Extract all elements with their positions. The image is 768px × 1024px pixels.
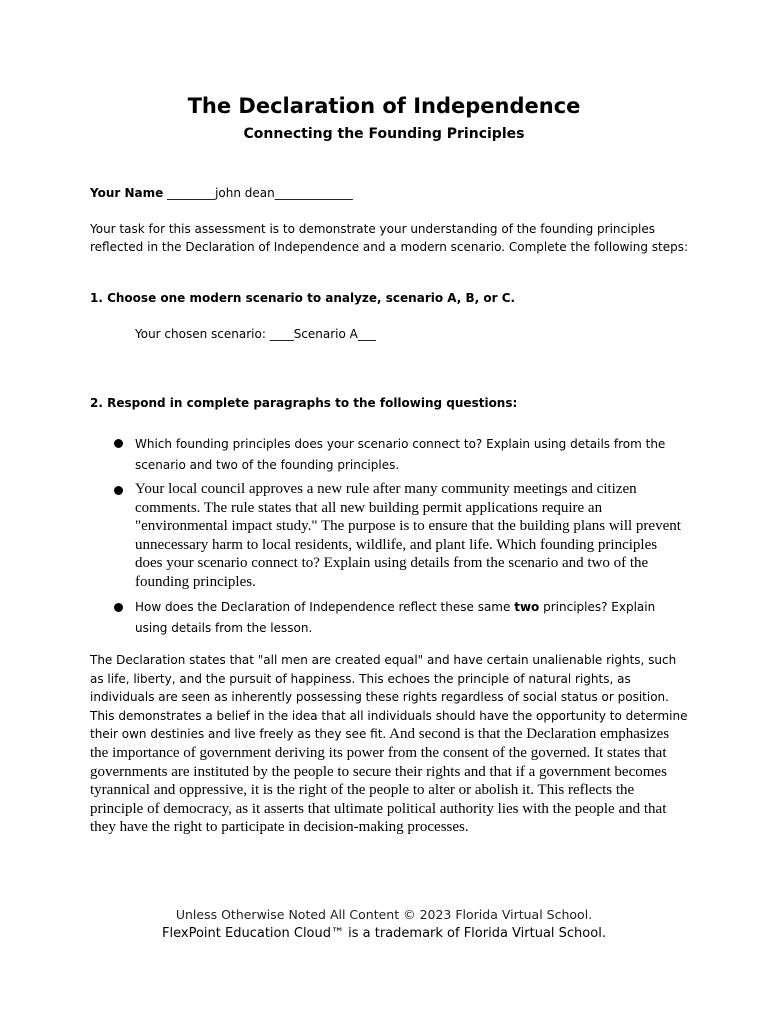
name-label: Your Name bbox=[90, 186, 164, 200]
question-two-part1: How does the Declaration of Independence reflect these same bbox=[135, 600, 511, 614]
list-item bbox=[112, 597, 682, 639]
document-title: The Declaration of Independence bbox=[187, 94, 581, 118]
student-answer bbox=[90, 651, 690, 837]
name-line bbox=[90, 184, 353, 202]
bullet-icon bbox=[114, 603, 123, 612]
name-value: ________john dean_____________ bbox=[163, 186, 353, 200]
answer-paragraph-part2: And second is that the Declaration emphasizes the importance of government deriving its power from the consent of the governed. It states that governments are instituted by the people to secure their rights and that if a government becomes tyrannical and oppressive, it is the right of the people to alter or abolish it. This reflects the principle of democracy, as it asserts that ultimate political authority lies with the people and that they have the right to participate in decision-making processes. bbox=[90, 726, 670, 836]
copyright-footer: Unless Otherwise Noted All Content © 2023 Florida Virtual School. bbox=[175, 907, 593, 922]
step-two-heading: 2. Respond in complete paragraphs to the following questions: bbox=[90, 396, 518, 410]
bullet-icon bbox=[114, 486, 123, 495]
question-one: Which founding principles does your scenario connect to? Explain using details from the scenario and two of the founding principles. bbox=[135, 437, 666, 472]
bullet-icon bbox=[114, 439, 123, 448]
step-one-heading: 1. Choose one modern scenario to analyze, scenario A, B, or C. bbox=[90, 291, 516, 305]
document-subtitle: Connecting the Founding Principles bbox=[243, 126, 525, 142]
trademark-footer: FlexPoint Education Cloud™ is a trademark of Florida Virtual School. bbox=[162, 926, 606, 941]
question-two-part2: principles? Explain using details from the lesson. bbox=[135, 600, 656, 635]
question-two-emphasis: two bbox=[514, 600, 540, 614]
question-list bbox=[112, 434, 682, 643]
scenario-description: Your local council approves a new rule after many community meetings and citizen comments. The rule states that all new building permit applications require an "environmental impact study." The purpose is to ensure that the building plans will prevent unnecessary harm to local residents, wildlife, and plant life. Which founding principles does your scenario connect to? Explain using details from the scenario and two of the founding principles. bbox=[135, 481, 681, 590]
list-item bbox=[112, 434, 682, 476]
list-item bbox=[112, 480, 682, 591]
task-instructions: Your task for this assessment is to demonstrate your understanding of the founding principles reflected in the Declaration of Independence and a modern scenario. Complete the following steps: bbox=[90, 222, 689, 254]
question-two bbox=[135, 597, 682, 639]
answer-paragraph-part1: The Declaration states that "all men are created equal" and have certain unalienable rights, such as life, liberty, and the pursuit of happiness. This echoes the principle of natural rights, as individuals are seen as inherently possessing these rights regardless of social status or position. This demonstrates a belief in the idea that all individuals should have the opportunity to determine their own destinies and live freely as they see fit. bbox=[90, 653, 688, 742]
chosen-scenario: Your chosen scenario: ____Scenario A___ bbox=[135, 327, 376, 341]
